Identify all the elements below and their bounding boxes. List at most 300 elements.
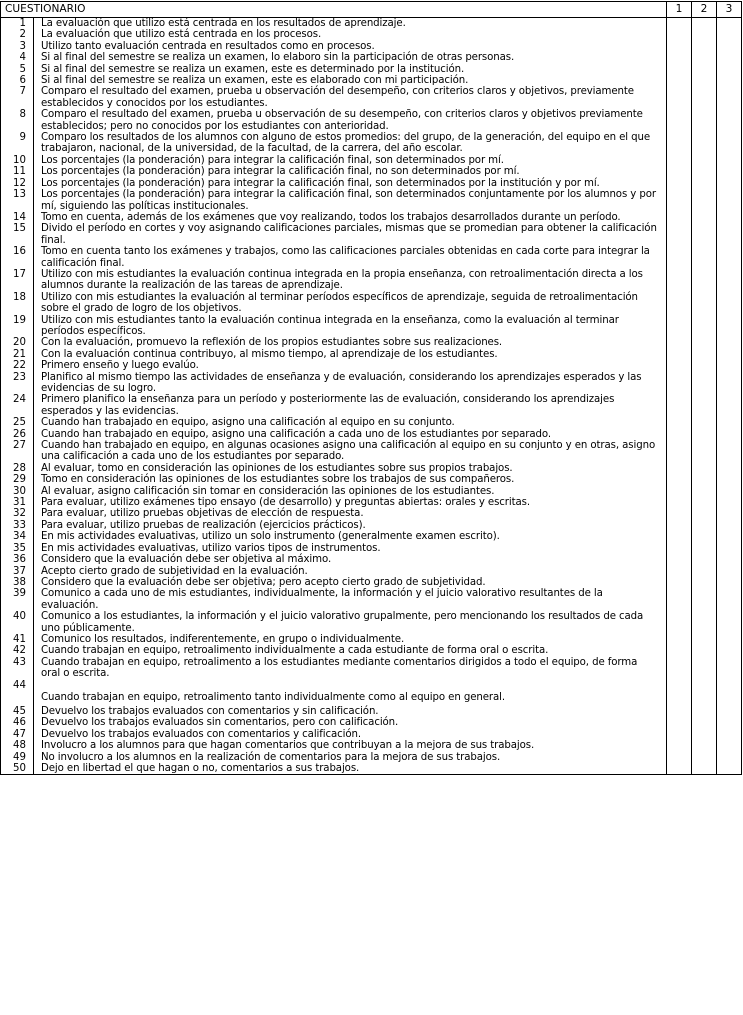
answer-cell-3[interactable] — [717, 611, 742, 634]
answer-cell-3[interactable] — [717, 52, 742, 63]
question-number: 32 — [1, 508, 34, 519]
answer-cell-1[interactable] — [667, 86, 692, 109]
answer-cell-3[interactable] — [717, 269, 742, 292]
answer-cell-1[interactable] — [667, 717, 692, 728]
answer-cell-3[interactable] — [717, 315, 742, 338]
answer-cell-2[interactable] — [692, 349, 717, 360]
answer-cell-2[interactable] — [692, 223, 717, 246]
question-number: 37 — [1, 566, 34, 577]
answer-cell-1[interactable] — [667, 166, 692, 177]
question-row — [1, 554, 742, 565]
answer-cell-2[interactable] — [692, 497, 717, 508]
question-number: 50 — [1, 763, 34, 775]
answer-cell-1[interactable] — [667, 109, 692, 132]
question-number: 28 — [1, 463, 34, 474]
answer-cell-3[interactable] — [717, 752, 742, 763]
question-number: 16 — [1, 246, 34, 269]
question-text: En mis actividades evaluativas, utilizo varios tipos de instrumentos. — [34, 543, 667, 554]
answer-cell-1[interactable] — [667, 315, 692, 338]
question-text: Con la evaluación, promuevo la reflexión de los propios estudiantes sobre sus realizaciones. — [34, 337, 667, 348]
answer-cell-3[interactable] — [717, 189, 742, 212]
question-row — [1, 349, 742, 360]
answer-cell-3[interactable] — [717, 543, 742, 554]
answer-cell-2[interactable] — [692, 212, 717, 223]
answer-cell-1[interactable] — [667, 429, 692, 440]
answer-cell-3[interactable] — [717, 372, 742, 395]
answer-cell-3[interactable] — [717, 246, 742, 269]
question-text: Comparo el resultado del examen, prueba u observación de su desempeño, con criterios claros y objetivos previamente establecidos; pero no conocidos por los estudiantes con anterioridad. — [34, 109, 667, 132]
answer-cell-1[interactable] — [667, 394, 692, 417]
answer-cell-2[interactable] — [692, 531, 717, 542]
answer-cell-2[interactable] — [692, 645, 717, 656]
question-text: Para evaluar, utilizo pruebas objetivas de elección de respuesta. — [34, 508, 667, 519]
answer-cell-1[interactable] — [667, 64, 692, 75]
question-row — [1, 611, 742, 634]
answer-cell-3[interactable] — [717, 440, 742, 463]
question-row — [1, 178, 742, 189]
answer-cell-3[interactable] — [717, 109, 742, 132]
answer-cell-3[interactable] — [717, 566, 742, 577]
question-text: Cuando han trabajado en equipo, asigno una calificación a cada uno de los estudiantes por separado. — [34, 429, 667, 440]
answer-cell-3[interactable] — [717, 212, 742, 223]
question-number: 5 — [1, 64, 34, 75]
questionnaire-table — [0, 1, 742, 775]
answer-cell-2[interactable] — [692, 508, 717, 519]
answer-cell-2[interactable] — [692, 611, 717, 634]
question-text: Comunico a cada uno de mis estudiantes, individualmente, la información y el juicio valorativo resultantes de la evaluación. — [34, 588, 667, 611]
question-text: Con la evaluación continua contribuyo, al mismo tiempo, al aprendizaje de los estudiantes. — [34, 349, 667, 360]
question-row — [1, 269, 742, 292]
question-text: Comunico a los estudiantes, la información y el juicio valorativo grupalmente, pero mencionando los resultados de cada uno públicamente. — [34, 611, 667, 634]
answer-cell-2[interactable] — [692, 166, 717, 177]
question-number: 36 — [1, 554, 34, 565]
question-text: Devuelvo los trabajos evaluados sin comentarios, pero con calificación. — [34, 717, 667, 728]
answer-cell-1[interactable] — [667, 588, 692, 611]
answer-cell-2[interactable] — [692, 337, 717, 348]
answer-cell-1[interactable] — [667, 440, 692, 463]
answer-cell-3[interactable] — [717, 86, 742, 109]
answer-cell-1[interactable] — [667, 657, 692, 680]
question-number: 11 — [1, 166, 34, 177]
question-number: 45 — [1, 706, 34, 717]
answer-cell-2[interactable] — [692, 64, 717, 75]
question-text: Tomo en cuenta, además de los exámenes que voy realizando, todos los trabajos desarrollados durante un período. — [34, 212, 667, 223]
question-number: 23 — [1, 372, 34, 395]
question-number: 20 — [1, 337, 34, 348]
answer-cell-2[interactable] — [692, 155, 717, 166]
answer-cell-3[interactable] — [717, 18, 742, 30]
answer-cell-1[interactable] — [667, 531, 692, 542]
answer-cell-2[interactable] — [692, 763, 717, 775]
answer-cell-3[interactable] — [717, 41, 742, 52]
answer-cell-1[interactable] — [667, 178, 692, 189]
answer-cell-3[interactable] — [717, 577, 742, 588]
question-text: Comparo los resultados de los alumnos con alguno de estos promedios: del grupo, de la generación, del equipo en el que trabajaron, nacional, de la universidad, de la facultad, de la carrera, del año escolar. — [34, 132, 667, 155]
answer-cell-3[interactable] — [717, 520, 742, 531]
question-number: 25 — [1, 417, 34, 428]
answer-cell-3[interactable] — [717, 463, 742, 474]
answer-cell-2[interactable] — [692, 554, 717, 565]
question-row — [1, 763, 742, 775]
question-text: Utilizo tanto evaluación centrada en resultados como en procesos. — [34, 41, 667, 52]
answer-cell-3[interactable] — [717, 417, 742, 428]
answer-cell-3[interactable] — [717, 508, 742, 519]
answer-cell-2[interactable] — [692, 41, 717, 52]
answer-cell-1[interactable] — [667, 132, 692, 155]
question-text: Los porcentajes (la ponderación) para integrar la calificación final, son determinados por mí. — [34, 155, 667, 166]
answer-cell-3[interactable] — [717, 337, 742, 348]
question-row — [1, 75, 742, 86]
questionnaire-title: CUESTIONARIO — [1, 2, 667, 18]
answer-cell-1[interactable] — [667, 486, 692, 497]
question-row — [1, 109, 742, 132]
question-number: 3 — [1, 41, 34, 52]
answer-cell-3[interactable] — [717, 706, 742, 717]
question-number: 10 — [1, 155, 34, 166]
answer-cell-1[interactable] — [667, 763, 692, 775]
answer-cell-1[interactable] — [667, 566, 692, 577]
answer-cell-2[interactable] — [692, 520, 717, 531]
question-number: 33 — [1, 520, 34, 531]
question-text: Para evaluar, utilizo pruebas de realización (ejercicios prácticos). — [34, 520, 667, 531]
question-number: 21 — [1, 349, 34, 360]
answer-cell-2[interactable] — [692, 189, 717, 212]
question-text: Para evaluar, utilizo exámenes tipo ensayo (de desarrollo) y preguntas abiertas: orales y escritas. — [34, 497, 667, 508]
question-row — [1, 394, 742, 417]
answer-cell-1[interactable] — [667, 155, 692, 166]
answer-cell-1[interactable] — [667, 463, 692, 474]
answer-cell-2[interactable] — [692, 29, 717, 40]
column-header-3: 3 — [717, 2, 742, 18]
question-row — [1, 680, 742, 706]
answer-cell-2[interactable] — [692, 269, 717, 292]
question-row — [1, 29, 742, 40]
answer-cell-2[interactable] — [692, 292, 717, 315]
question-number: 44 — [1, 680, 34, 706]
answer-cell-1[interactable] — [667, 706, 692, 717]
column-header-1: 1 — [667, 2, 692, 18]
answer-cell-1[interactable] — [667, 292, 692, 315]
answer-cell-3[interactable] — [717, 531, 742, 542]
question-number: 8 — [1, 109, 34, 132]
question-row — [1, 645, 742, 656]
answer-cell-1[interactable] — [667, 508, 692, 519]
question-row — [1, 166, 742, 177]
answer-cell-2[interactable] — [692, 132, 717, 155]
answer-cell-3[interactable] — [717, 497, 742, 508]
question-text: Cuando trabajan en equipo, retroalimento a los estudiantes mediante comentarios dirigidos a todo el equipo, de forma oral o escrita. — [34, 657, 667, 680]
answer-cell-2[interactable] — [692, 740, 717, 751]
question-number: 46 — [1, 717, 34, 728]
answer-cell-2[interactable] — [692, 86, 717, 109]
question-text: Involucro a los alumnos para que hagan comentarios que contribuyan a la mejora de sus trabajos. — [34, 740, 667, 751]
question-text: Si al final del semestre se realiza un examen, este es elaborado con mi participación. — [34, 75, 667, 86]
question-row — [1, 212, 742, 223]
answer-cell-1[interactable] — [667, 645, 692, 656]
question-text: Los porcentajes (la ponderación) para integrar la calificación final, no son determinados por mí. — [34, 166, 667, 177]
question-text: Tomo en consideración las opiniones de los estudiantes sobre los trabajos de sus compañeros. — [34, 474, 667, 485]
question-text: Planifico al mismo tiempo las actividades de enseñanza y de evaluación, considerando los aprendizajes esperados y las evidencias de su logro. — [34, 372, 667, 395]
question-text: Considero que la evaluación debe ser objetiva al máximo. — [34, 554, 667, 565]
question-number: 15 — [1, 223, 34, 246]
answer-cell-3[interactable] — [717, 634, 742, 645]
question-number: 18 — [1, 292, 34, 315]
question-row — [1, 155, 742, 166]
question-text: La evaluación que utilizo está centrada en los procesos. — [34, 29, 667, 40]
question-row — [1, 429, 742, 440]
answer-cell-1[interactable] — [667, 577, 692, 588]
question-row — [1, 588, 742, 611]
question-row — [1, 752, 742, 763]
answer-cell-2[interactable] — [692, 463, 717, 474]
question-number: 7 — [1, 86, 34, 109]
answer-cell-1[interactable] — [667, 417, 692, 428]
answer-cell-2[interactable] — [692, 178, 717, 189]
question-text: Los porcentajes (la ponderación) para integrar la calificación final, son determinados por la institución y por mí. — [34, 178, 667, 189]
answer-cell-3[interactable] — [717, 29, 742, 40]
answer-cell-1[interactable] — [667, 269, 692, 292]
question-text: Considero que la evaluación debe ser objetiva; pero acepto cierto grado de subjetividad. — [34, 577, 667, 588]
answer-cell-3[interactable] — [717, 394, 742, 417]
question-text: Cuando han trabajado en equipo, asigno una calificación al equipo en su conjunto. — [34, 417, 667, 428]
answer-cell-2[interactable] — [692, 246, 717, 269]
question-text: Cuando han trabajado en equipo, en algunas ocasiones asigno una calificación al equipo en su conjunto y en otras, asigno una calificación a cada uno de los estudiantes por separado. — [34, 440, 667, 463]
question-row — [1, 740, 742, 751]
question-row — [1, 223, 742, 246]
answer-cell-2[interactable] — [692, 543, 717, 554]
question-number: 22 — [1, 360, 34, 371]
answer-cell-1[interactable] — [667, 634, 692, 645]
question-text: Tomo en cuenta tanto los exámenes y trabajos, como las calificaciones parciales obtenidas en cada corte para integrar la calificación final. — [34, 246, 667, 269]
question-number: 26 — [1, 429, 34, 440]
question-text: Utilizo con mis estudiantes tanto la evaluación continua integrada en la enseñanza, como la evaluación al terminar períodos específicos. — [34, 315, 667, 338]
answer-cell-2[interactable] — [692, 52, 717, 63]
question-row — [1, 41, 742, 52]
answer-cell-2[interactable] — [692, 486, 717, 497]
question-number: 39 — [1, 588, 34, 611]
question-row — [1, 463, 742, 474]
question-row — [1, 360, 742, 371]
question-text: Los porcentajes (la ponderación) para integrar la calificación final, son determinados conjuntamente por los alumnos y por mí, siguiendo las políticas institucionales. — [34, 189, 667, 212]
question-number: 9 — [1, 132, 34, 155]
question-number: 42 — [1, 645, 34, 656]
question-number: 38 — [1, 577, 34, 588]
answer-cell-3[interactable] — [717, 740, 742, 751]
answer-cell-1[interactable] — [667, 740, 692, 751]
answer-cell-1[interactable] — [667, 75, 692, 86]
question-text: Divido el período en cortes y voy asignando calificaciones parciales, mismas que se promedian para obtener la calificación final. — [34, 223, 667, 246]
question-text: Devuelvo los trabajos evaluados con comentarios y sin calificación. — [34, 706, 667, 717]
question-row — [1, 508, 742, 519]
header-row — [1, 2, 742, 18]
answer-cell-3[interactable] — [717, 166, 742, 177]
answer-cell-1[interactable] — [667, 543, 692, 554]
answer-cell-3[interactable] — [717, 486, 742, 497]
question-row — [1, 246, 742, 269]
answer-cell-1[interactable] — [667, 520, 692, 531]
question-row — [1, 18, 742, 30]
question-text: No involucro a los alumnos en la realización de comentarios para la mejora de sus trabajos. — [34, 752, 667, 763]
answer-cell-3[interactable] — [717, 155, 742, 166]
question-row — [1, 440, 742, 463]
answer-cell-3[interactable] — [717, 645, 742, 656]
question-number: 19 — [1, 315, 34, 338]
column-header-2: 2 — [692, 2, 717, 18]
answer-cell-3[interactable] — [717, 360, 742, 371]
question-row — [1, 657, 742, 680]
question-text: Cuando trabajan en equipo, retroalimento tanto individualmente como al equipo en general. — [34, 680, 667, 706]
question-number: 24 — [1, 394, 34, 417]
answer-cell-2[interactable] — [692, 440, 717, 463]
question-number: 6 — [1, 75, 34, 86]
question-number: 17 — [1, 269, 34, 292]
question-number: 29 — [1, 474, 34, 485]
answer-cell-3[interactable] — [717, 474, 742, 485]
answer-cell-2[interactable] — [692, 680, 717, 706]
answer-cell-2[interactable] — [692, 752, 717, 763]
answer-cell-1[interactable] — [667, 729, 692, 740]
answer-cell-2[interactable] — [692, 315, 717, 338]
answer-cell-3[interactable] — [717, 429, 742, 440]
question-number: 12 — [1, 178, 34, 189]
answer-cell-1[interactable] — [667, 223, 692, 246]
question-text: Utilizo con mis estudiantes la evaluación al terminar períodos específicos de aprendizaje, seguida de retroalimentación sobre el grado de logro de los objetivos. — [34, 292, 667, 315]
answer-cell-2[interactable] — [692, 657, 717, 680]
answer-cell-3[interactable] — [717, 657, 742, 680]
answer-cell-2[interactable] — [692, 75, 717, 86]
answer-cell-1[interactable] — [667, 611, 692, 634]
question-row — [1, 566, 742, 577]
question-text: Utilizo con mis estudiantes la evaluación continua integrada en la propia enseñanza, con retroalimentación directa a los alumnos durante la realización de las tareas de aprendizaje. — [34, 269, 667, 292]
answer-cell-3[interactable] — [717, 132, 742, 155]
answer-cell-1[interactable] — [667, 29, 692, 40]
question-text: Si al final del semestre se realiza un examen, este es determinado por la institución. — [34, 64, 667, 75]
question-row — [1, 337, 742, 348]
answer-cell-3[interactable] — [717, 178, 742, 189]
question-text: Primero enseño y luego evalúo. — [34, 360, 667, 371]
question-text: Cuando trabajan en equipo, retroalimento individualmente a cada estudiante de forma oral o escrita. — [34, 645, 667, 656]
answer-cell-3[interactable] — [717, 554, 742, 565]
answer-cell-2[interactable] — [692, 577, 717, 588]
answer-cell-1[interactable] — [667, 212, 692, 223]
question-row — [1, 486, 742, 497]
answer-cell-3[interactable] — [717, 75, 742, 86]
question-number: 48 — [1, 740, 34, 751]
question-text: Primero planifico la enseñanza para un período y posteriormente las de evaluación, considerando los aprendizajes esperados y las evidencias. — [34, 394, 667, 417]
question-number: 13 — [1, 189, 34, 212]
answer-cell-2[interactable] — [692, 372, 717, 395]
question-text: Comparo el resultado del examen, prueba u observación del desempeño, con criterios claros y objetivos, previamente establecidos y conocidos por los estudiantes. — [34, 86, 667, 109]
answer-cell-1[interactable] — [667, 349, 692, 360]
question-row — [1, 64, 742, 75]
question-row — [1, 372, 742, 395]
answer-cell-3[interactable] — [717, 717, 742, 728]
answer-cell-2[interactable] — [692, 18, 717, 30]
answer-cell-3[interactable] — [717, 292, 742, 315]
question-row — [1, 520, 742, 531]
question-number: 31 — [1, 497, 34, 508]
question-row — [1, 132, 742, 155]
question-number: 35 — [1, 543, 34, 554]
question-row — [1, 52, 742, 63]
answer-cell-2[interactable] — [692, 588, 717, 611]
question-row — [1, 577, 742, 588]
answer-cell-1[interactable] — [667, 360, 692, 371]
question-text: Dejo en libertad el que hagan o no, comentarios a sus trabajos. — [34, 763, 667, 775]
answer-cell-3[interactable] — [717, 349, 742, 360]
question-row — [1, 531, 742, 542]
question-row — [1, 497, 742, 508]
question-text: Devuelvo los trabajos evaluados con comentarios y calificación. — [34, 729, 667, 740]
answer-cell-2[interactable] — [692, 429, 717, 440]
question-text: En mis actividades evaluativas, utilizo un solo instrumento (generalmente examen escrito). — [34, 531, 667, 542]
answer-cell-2[interactable] — [692, 717, 717, 728]
answer-cell-2[interactable] — [692, 394, 717, 417]
answer-cell-2[interactable] — [692, 109, 717, 132]
answer-cell-1[interactable] — [667, 497, 692, 508]
answer-cell-3[interactable] — [717, 763, 742, 775]
question-row — [1, 417, 742, 428]
answer-cell-1[interactable] — [667, 372, 692, 395]
question-text: Comunico los resultados, indiferentemente, en grupo o individualmente. — [34, 634, 667, 645]
answer-cell-3[interactable] — [717, 588, 742, 611]
answer-cell-2[interactable] — [692, 417, 717, 428]
question-number: 41 — [1, 634, 34, 645]
answer-cell-1[interactable] — [667, 246, 692, 269]
question-number: 47 — [1, 729, 34, 740]
answer-cell-1[interactable] — [667, 52, 692, 63]
question-number: 40 — [1, 611, 34, 634]
question-row — [1, 86, 742, 109]
question-text: Al evaluar, tomo en consideración las opiniones de los estudiantes sobre sus propios trabajos. — [34, 463, 667, 474]
answer-cell-3[interactable] — [717, 680, 742, 706]
answer-cell-1[interactable] — [667, 554, 692, 565]
answer-cell-2[interactable] — [692, 566, 717, 577]
question-text: Acepto cierto grado de subjetividad en la evaluación. — [34, 566, 667, 577]
question-number: 43 — [1, 657, 34, 680]
answer-cell-1[interactable] — [667, 752, 692, 763]
question-text: La evaluación que utilizo está centrada en los resultados de aprendizaje. — [34, 18, 667, 30]
answer-cell-3[interactable] — [717, 729, 742, 740]
question-number: 2 — [1, 29, 34, 40]
question-row — [1, 729, 742, 740]
question-row — [1, 189, 742, 212]
answer-cell-1[interactable] — [667, 337, 692, 348]
question-row — [1, 706, 742, 717]
answer-cell-2[interactable] — [692, 729, 717, 740]
answer-cell-3[interactable] — [717, 223, 742, 246]
answer-cell-2[interactable] — [692, 706, 717, 717]
question-row — [1, 292, 742, 315]
question-number: 30 — [1, 486, 34, 497]
answer-cell-3[interactable] — [717, 64, 742, 75]
answer-cell-1[interactable] — [667, 18, 692, 30]
answer-cell-2[interactable] — [692, 634, 717, 645]
question-row — [1, 543, 742, 554]
question-row — [1, 474, 742, 485]
answer-cell-2[interactable] — [692, 360, 717, 371]
answer-cell-2[interactable] — [692, 474, 717, 485]
question-number: 1 — [1, 18, 34, 30]
question-text: Si al final del semestre se realiza un examen, lo elaboro sin la participación de otras personas. — [34, 52, 667, 63]
answer-cell-1[interactable] — [667, 474, 692, 485]
answer-cell-1[interactable] — [667, 680, 692, 706]
question-number: 27 — [1, 440, 34, 463]
answer-cell-1[interactable] — [667, 189, 692, 212]
question-number: 4 — [1, 52, 34, 63]
question-row — [1, 717, 742, 728]
answer-cell-1[interactable] — [667, 41, 692, 52]
